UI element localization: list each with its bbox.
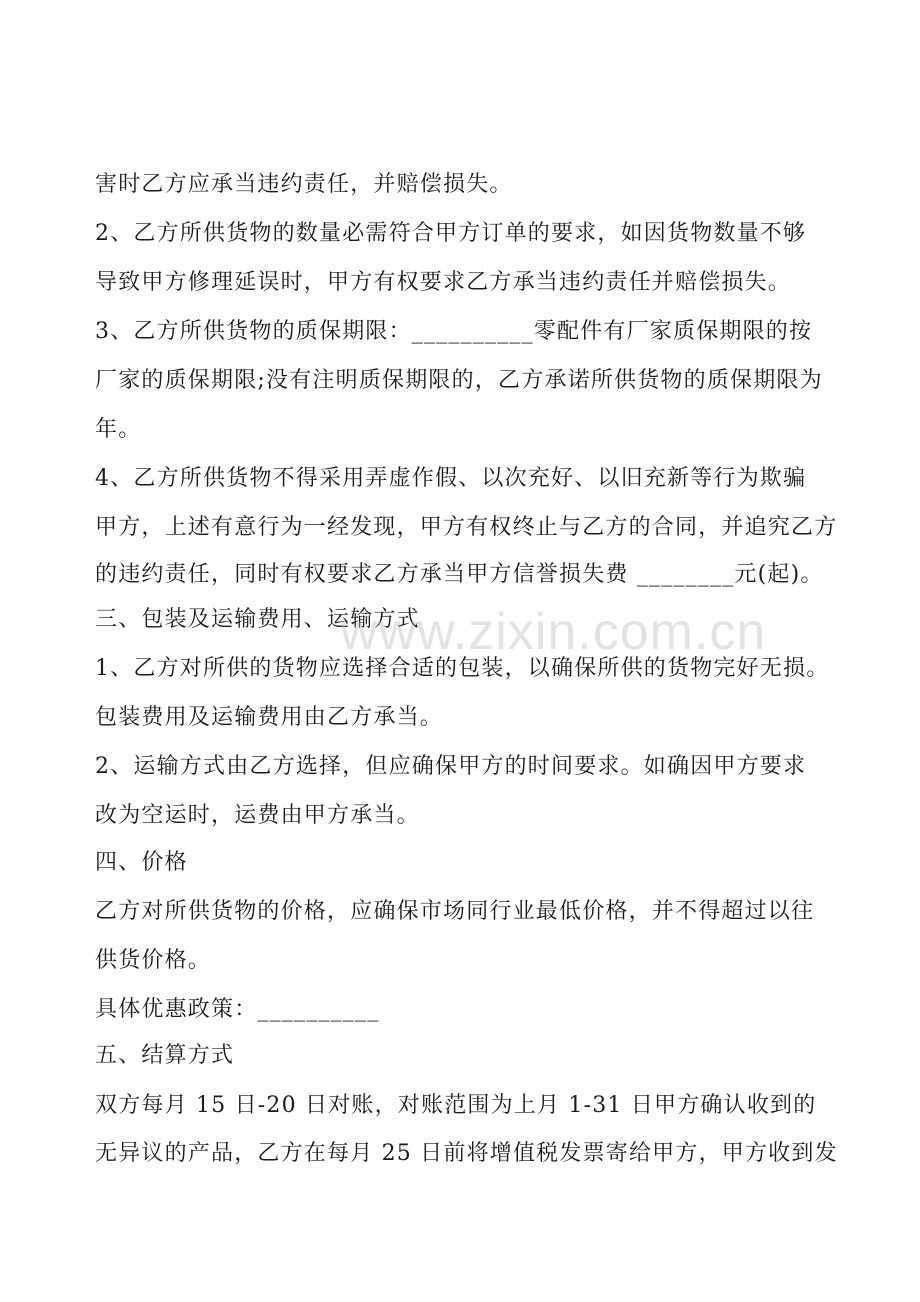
text-line: 双方每月 15 日-20 日对账，对账范围为上月 1-31 日甲方确认收到的 bbox=[95, 1093, 817, 1118]
text-line: 厂家的质保期限;没有注明质保期限的，乙方承诺所供货物的质保期限为 bbox=[95, 368, 823, 393]
text-line: 导致甲方修理延误时，甲方有权要求乙方承当违约责任并赔偿损失。 bbox=[95, 270, 792, 295]
text-line: 3、乙方所供货物的质保期限：__________零配件有厂家质保期限的按 bbox=[95, 319, 813, 344]
text-line: 2、运输方式由乙方选择，但应确保甲方的时间要求。如确因甲方要求 bbox=[95, 754, 807, 779]
text-line: 改为空运时，运费由甲方承当。 bbox=[95, 803, 420, 828]
text-line: 1、乙方对所供的货物应选择合适的包装，以确保所供的货物完好无损。 bbox=[95, 656, 830, 681]
text-line: 供货价格。 bbox=[95, 948, 212, 973]
section-heading: 五、结算方式 bbox=[95, 1043, 235, 1068]
section-heading: 四、价格 bbox=[95, 850, 188, 875]
watermark: www.zixin.com.cn bbox=[340, 603, 767, 661]
text-line: 的违约责任，同时有权要求乙方承当甲方信誉损失费 ________元(起)。 bbox=[95, 562, 824, 587]
text-line: 2、乙方所供货物的数量必需符合甲方订单的要求，如因货物数量不够 bbox=[95, 221, 807, 246]
text-line: 年。 bbox=[95, 417, 142, 442]
text-line: 具体优惠政策：__________ bbox=[95, 997, 380, 1022]
text-line: 甲方，上述有意行为一经发现，甲方有权终止与乙方的合同，并追究乙方 bbox=[95, 515, 838, 540]
text-line: 害时乙方应承当违约责任，并赔偿损失。 bbox=[95, 172, 513, 197]
text-line: 4、乙方所供货物不得采用弄虚作假、以次充好、以旧充新等行为欺骗 bbox=[95, 466, 807, 491]
section-heading: 三、包装及运输费用、运输方式 bbox=[95, 607, 420, 632]
text-line: 无异议的产品，乙方在每月 25 日前将增值税发票寄给甲方，甲方收到发 bbox=[95, 1141, 838, 1166]
text-line: 包装费用及运输费用由乙方承当。 bbox=[95, 705, 444, 730]
text-line: 乙方对所供货物的价格，应确保市场同行业最低价格，并不得超过以往 bbox=[95, 899, 815, 924]
